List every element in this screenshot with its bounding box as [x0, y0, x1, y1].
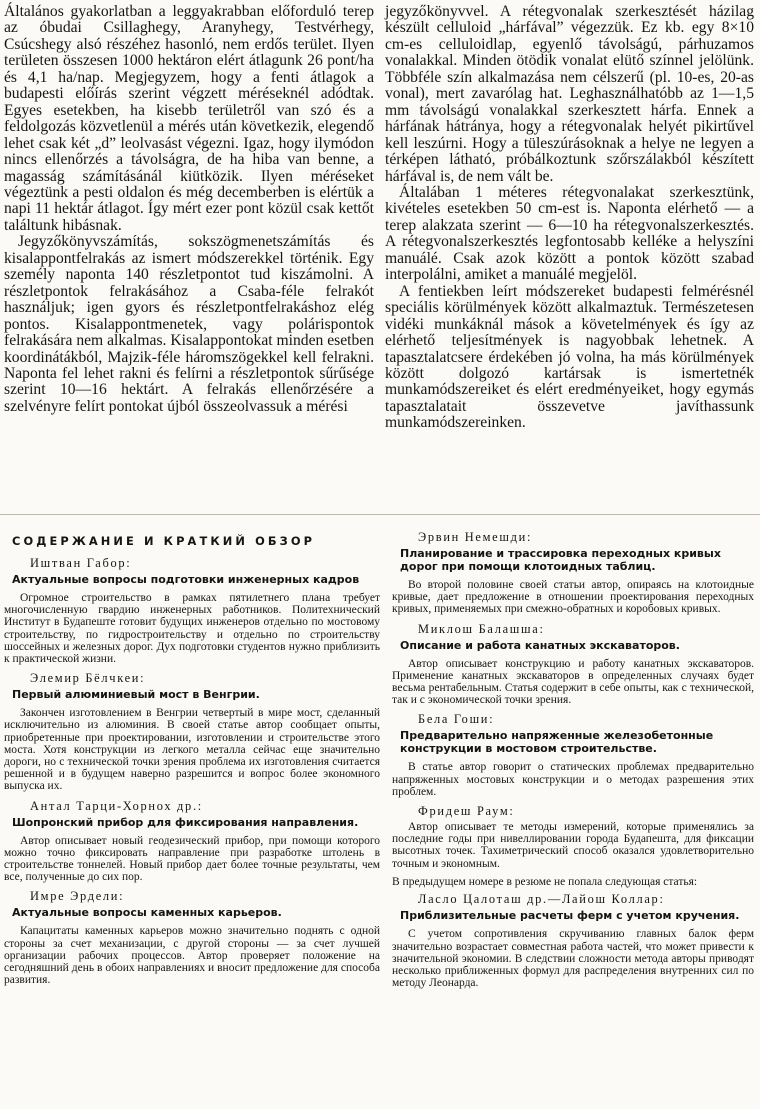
summary-heading: СОДЕРЖАНИЕ И КРАТКИЙ ОБЗОР [12, 534, 316, 548]
article-title: Актуальные вопросы подготовки инженерных кадров [12, 573, 360, 586]
summary-article [392, 712, 754, 798]
article-abstract: Автор описывает конструкцию и работу канатных экскаваторов. Применение канатных экскаваторов в определенных случаях будет весьма рентабельным. Статья содержит в себе опыты, как с технической, так и с экономической точки зрения. [392, 657, 754, 707]
paragraph: A fentiekben leírt módszereket budapesti felmérésnél speciális körülmények között alkalmaztuk. Természetesen vidéki munkáknál mások a követelmények és így az elérhető teljesítmények is nagyobbak lehetnek. A tapasztalatcsere érdekében jó volna, ha más körülmények között dolgozó kartársak is ismertetnék munkamódszereiket és elért eredményeiket, hogy egymás tapasztalatait összevetve javíthassunk munkamódszereinken. [385, 282, 754, 432]
article-title: Шопронский прибор для фиксирования направления. [12, 815, 359, 829]
article-column-right [385, 4, 754, 432]
paragraph: jegyzőkönyvvel. A rétegvonalak szerkesztését házilag készült celluloid „hárfával” végezzük. Ez kb. egy 8×10 cm-es celluloidlap, egyenlő távolságú, párhuzamos vonalakkal. Minden ötödik vonalat elütő színnel jelölünk. Többféle szín alkalmazása nem célszerű (pl. 10-es, 20-as vonal), mert zavarólag hat. Leghasználhatóbb az 1—1,5 mm távolságú vonalakkal szerkesztett hárfa. Ennek a hárfának hátránya, hogy a rétegvonalak helyét pikirtűvel kell leszúrni. Hogy a tüleszúrásoknak a helye ne legyen a térképen látható, próbálkoztunk szőrszálakból készített hárfával is, de nem vált be. [385, 3, 754, 185]
article-author: Миклош Балашша: [418, 621, 545, 636]
article-title: Планирование и трассировка переходных кривых дорог при помощи клотоидных таблиц. [400, 547, 721, 573]
summary-column-left [4, 530, 380, 992]
article-abstract: В статье автор говорит о статических проблемах предварительно напряженных мостовых конструкции и о методах разрешения этих проблем. [392, 761, 754, 798]
article-title: Приблизительные расчеты ферм с учетом кручения. [400, 909, 740, 923]
article-abstract: Капацитаты каменных карьеров можно значительно поднять с одной стороны за счет механизации, с другой стороны — за счет лучшей организации рабочих процессов. Автор проверяет положение на сегодняшний день в обоих направлениях и вносит предложение для способа развития. [4, 925, 380, 987]
paragraph: Általános gyakorlatban a leggyakrabban előforduló terep az óbudai Csillaghegy, Aranyhegy, Testvérhegy, Csúcshegy alsó részéhez hasonló, nem erdős terület. Ilyen területen összesen 1000 hektáron elért átlagunk 26 pont/ha és 4,1 ha/nap. Megjegyzem, hogy a fenti átlagok a budapesti előírás szerint végzett méréseknél adódtak. Egyes esetekben, ha kisebb területről van szó és a feldolgozás közvetlenül a mérés után következik, elegendő lehet csak két „d” leolvasást végezni. Igaz, hogy ilymódon nincs ellenőrzés a távolságra, de ha hiba van benne, a magasság számításánál kiütközik. Ilyen méréseket végeztünk a pesti oldalon és még decemberben is elértük a napi 11 hektár átlagot. Így mért ezer pont közül csak kettőt találtunk hibásnak. [4, 3, 374, 234]
article-author: Антал Тарци-Хорнох др.: [30, 798, 203, 813]
summary-article [4, 799, 380, 884]
article-abstract: С учетом сопротивления скручиванию главных балок ферм значительно возрастает совместная работа частей, что может привести к значительной экономии. В следствии сложности метода авторы приводят несколько приближенных формул для распределения внутренних сил по методу Леонарда. [392, 928, 754, 990]
article-abstract: Огромное строительство в рамках пятилетнего плана требует многочисленную гвардию инженерных работников. Политехнический Институт в Будапеште готовит будущих инженеров отдельно по мостовому строительству, по гидростроительству и отдельно по строительству шоссейных и железных дорог. Дух подготовки студентов нужно приблизить к практической жизни. [4, 592, 380, 666]
omission-note: В предыдущем номере в резюме не попала следующая статья: [392, 875, 698, 888]
section-divider [0, 514, 760, 515]
article-author: Бела Гоши: [418, 712, 495, 727]
article-title: Описание и работа канатных экскаваторов. [400, 638, 680, 652]
summary-article [392, 804, 754, 870]
article-title: Актуальные вопросы каменных карьеров. [12, 906, 282, 920]
article-title: Предварительно напряженные железобетонные конструкции в мостовом строительстве. [400, 729, 714, 756]
article-author: Имре Эрдели: [30, 889, 125, 904]
summary-article [392, 892, 754, 989]
article-abstract: Во второй половине своей статьи автор, опираясь на клотоидные кривые, дает предложение в отношении проектирования переходных кривых, применяемых при смежно-обратных и коробовых кривых. [392, 579, 754, 616]
summary-article [4, 671, 380, 792]
summary-article [392, 622, 754, 707]
article-abstract: Автор описывает те методы измерений, которые применялись за последние годы при нивеллировании города Будапешта, для фиксации высотных точек. Тахиметрический способ оказался удовлетворительно точным и экономным. [392, 821, 754, 870]
summary-article [392, 530, 754, 616]
paragraph: Jegyzőkönyvszámítás, sokszögmenetszámítás és kisalappontfelrakás az ismert módszerekkel történik. Egy személy naponta 140 részletpontot tud kiszámolni. A részletpontok felrakásához a Csaba-féle felrakót használjuk; igen gyors és részletpontfelrakáshoz elég pontos. Kisalappontmenetek, vagy polárispontok felrakására nem alkalmas. Kisalappontokat minden esetben koordinátákból, Majzik-féle háromszögekkel kell felrakni. Naponta fel lehet rakni és felírni a részletpontok sűrűsége szerint 10—16 hektárt. A felrakás ellenőrzésére a szelvényre felírt pontokat újból összeolvassuk a mérési [4, 233, 374, 415]
summary-article [4, 889, 380, 986]
article-author: Ласло Цалоташ др.—Лайош Коллар: [418, 892, 665, 907]
article-abstract: Закончен изготовлением в Венгрии четвертый в мире мост, сделанный исключительно из алюминия. В своей статье автор сообщает опыты, приобретенные при проектировании, изготовлении и строительстве этого моста. Хотя конструкции из легкого металла сейчас еще значительно дороги, но с технической точки зрения проблема их изготовления считается решенной и в будущем наверно разрешится и вопрос более экономного выпуска их. [4, 707, 380, 793]
summary-article [4, 556, 380, 665]
article-author: Эрвин Немешди: [418, 530, 533, 544]
article-abstract: Автор описывает новый геодезический прибор, при помощи которого можно точно фиксировать направление при разработке штолень в строительстве тоннелей. Новый прибор дает более точные результаты, чем все, полученные до сих пор. [4, 834, 380, 884]
article-author: Иштван Габор: [30, 556, 132, 570]
article-author: Фридеш Раум: [418, 804, 515, 819]
paragraph: Általában 1 méteres rétegvonalakat szerkesztünk, kivételes esetekben 50 cm-est is. Naponta elérhető — a terep alakzata szerint — 6—10 ha rétegvonalszerkesztés. A rétegvonalszerkesztés legfontosabb kelléke a helyszíni manuálé. Csak azok között a pontok között szabad interpolálni, amiket a manuálé megjelöl. [385, 183, 754, 284]
article-body [0, 0, 760, 520]
article-title: Первый алюминиевый мост в Венгрии. [12, 688, 260, 702]
summary-column-right [392, 530, 754, 995]
article-author: Элемир Бёлчкеи: [30, 671, 146, 686]
article-column-left [4, 4, 374, 415]
